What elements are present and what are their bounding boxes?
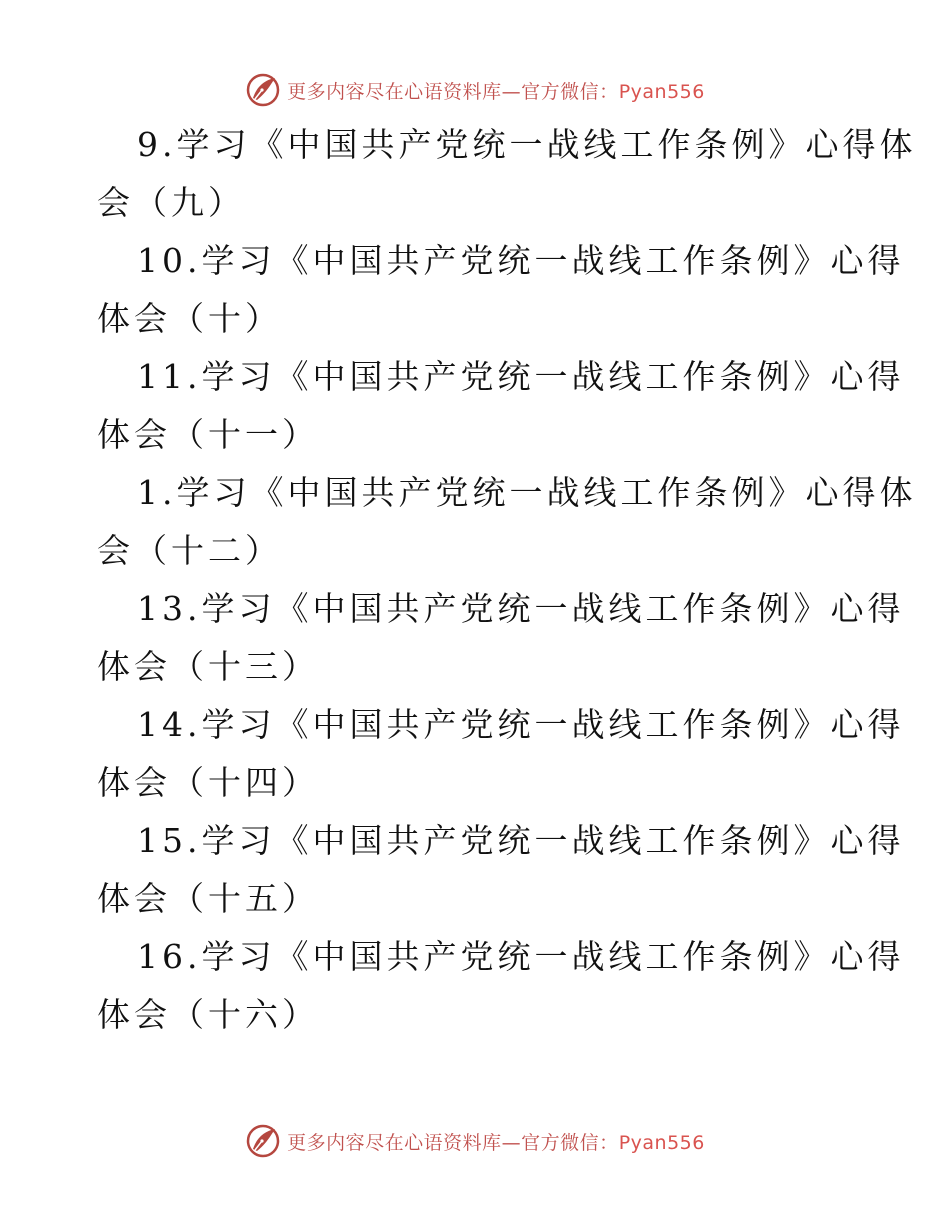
footer-watermark [0, 1121, 950, 1161]
watermark-text: 更多内容尽在心语资料库—官方微信：Pyan556 [287, 80, 705, 103]
list-item-line2: 会（十二） [97, 531, 282, 570]
list-item [97, 580, 905, 696]
list-item [97, 232, 905, 348]
list-item-line1: 9.学习《中国共产党统一战线工作条例》心得体 [137, 125, 917, 164]
list-item-line1: 13.学习《中国共产党统一战线工作条例》心得 [137, 589, 905, 628]
list-item-line1: 14.学习《中国共产党统一战线工作条例》心得 [137, 705, 905, 744]
list-item-line2: 体会（十四） [97, 763, 319, 802]
list-item [97, 696, 905, 812]
list-item-line1: 10.学习《中国共产党统一战线工作条例》心得 [137, 241, 905, 280]
list-item-line2: 体会（十五） [97, 879, 319, 918]
list-item-line2: 体会（十六） [97, 995, 319, 1034]
list-item [97, 116, 917, 232]
list-item [97, 928, 905, 1044]
list-item-line2: 体会（十一） [97, 415, 319, 454]
document-body [97, 116, 917, 1044]
list-item [97, 812, 905, 928]
watermark-text: 更多内容尽在心语资料库—官方微信：Pyan556 [287, 1131, 705, 1154]
list-item-line2: 体会（十三） [97, 647, 319, 686]
list-item-line2: 体会（十） [97, 299, 282, 338]
list-item-line1: 15.学习《中国共产党统一战线工作条例》心得 [137, 821, 905, 860]
header-watermark [0, 70, 950, 110]
list-item-line1: 16.学习《中国共产党统一战线工作条例》心得 [137, 937, 905, 976]
list-item-line2: 会（九） [97, 183, 245, 222]
list-item-line1: 1.学习《中国共产党统一战线工作条例》心得体 [137, 473, 917, 512]
list-item [97, 348, 905, 464]
list-item [97, 464, 917, 580]
pen-nib-logo-icon [245, 72, 281, 108]
pen-nib-logo-icon [245, 1123, 281, 1159]
list-item-line1: 11.学习《中国共产党统一战线工作条例》心得 [137, 357, 905, 396]
